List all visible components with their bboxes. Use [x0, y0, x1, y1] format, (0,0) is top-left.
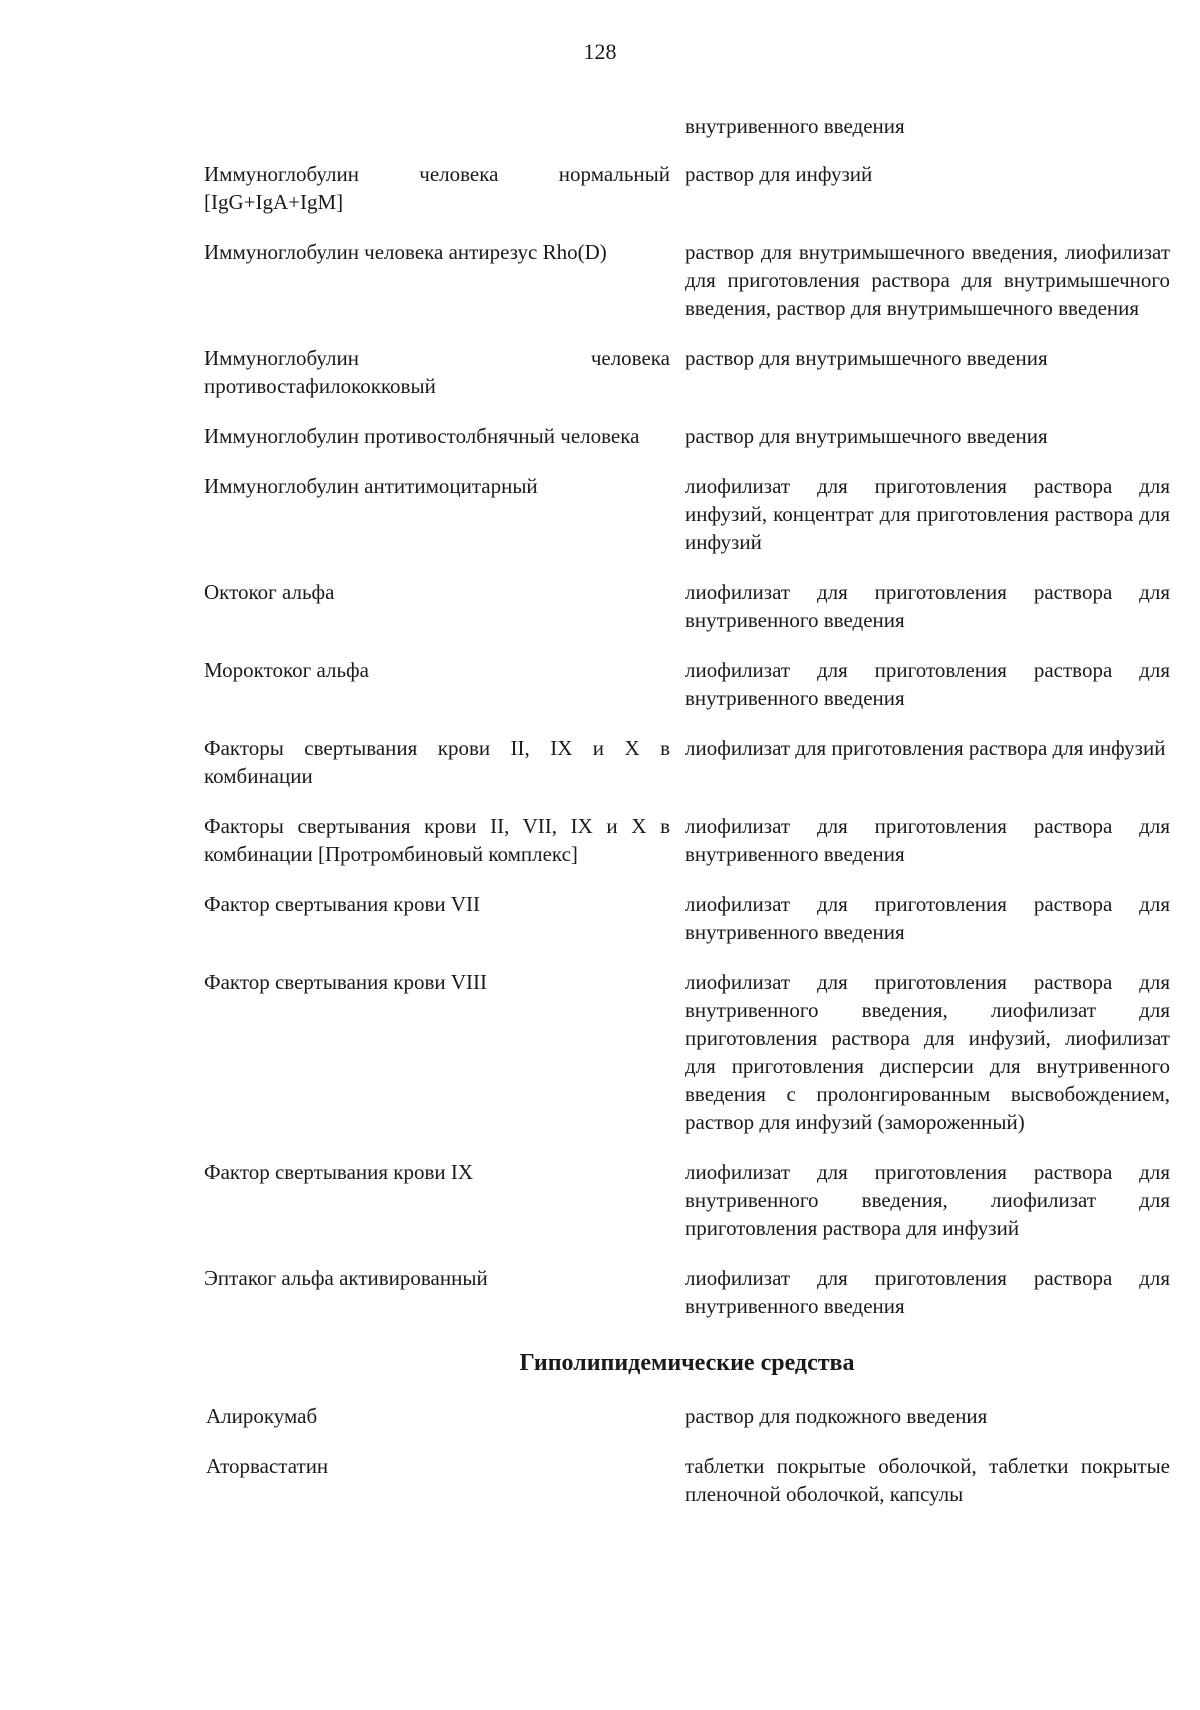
table-row — [204, 812, 1170, 868]
drug-name: Иммуноглобулин человека противостафилококковый — [204, 346, 670, 398]
dosage-form: лиофилизат для приготовления раствора для внутривенного введения — [685, 892, 1170, 944]
drug-name: Факторы свертывания крови II, VII, IX и X в комбинации [Протромбиновый комплекс] — [204, 814, 670, 866]
table-row — [204, 344, 1170, 400]
table-row — [204, 968, 1170, 1136]
dosage-form: лиофилизат для приготовления раствора для внутривенного введения — [685, 580, 1170, 632]
dosage-form: лиофилизат для приготовления раствора для инфузий — [685, 736, 1166, 760]
dosage-form: раствор для внутримышечного введения — [685, 424, 1048, 448]
drug-name: Иммуноглобулин противостолбнячный человека — [204, 424, 640, 448]
table-row — [204, 1402, 1170, 1430]
drug-name: Алирокумаб — [206, 1404, 318, 1428]
dosage-form: раствор для внутримышечного введения, лиофилизат для приготовления раствора для внутримышечного введения, раствор для внутримышечного введения — [685, 240, 1170, 320]
table-row — [204, 578, 1170, 634]
table-row — [204, 1264, 1170, 1320]
table-row — [204, 472, 1170, 556]
drug-name: Эптаког альфа активированный — [204, 1266, 488, 1290]
drug-name: Иммуноглобулин антитимоцитарный — [204, 474, 538, 498]
table-row — [204, 656, 1170, 712]
table-row — [204, 160, 1170, 216]
dosage-form: лиофилизат для приготовления раствора для внутривенного введения — [685, 814, 1170, 866]
drug-name: Иммуноглобулин человека антирезус Rho(D) — [204, 240, 607, 264]
dosage-form: таблетки покрытые оболочкой, таблетки покрытые пленочной оболочкой, капсулы — [685, 1454, 1170, 1506]
continuation-text: внутривенного введения — [685, 114, 905, 138]
dosage-form: лиофилизат для приготовления раствора для инфузий, концентрат для приготовления раствора для инфузий — [685, 474, 1170, 554]
drug-name: Факторы свертывания крови II, IX и X в комбинации — [204, 736, 670, 788]
dosage-form: лиофилизат для приготовления раствора для внутривенного введения, лиофилизат для приготовления раствора для инфузий — [685, 1160, 1170, 1240]
table-row — [204, 1452, 1170, 1508]
section-title: Гиполипидемические средства — [519, 1350, 855, 1376]
drug-name: Фактор свертывания крови IX — [204, 1160, 474, 1184]
drug-table-lipid — [204, 1402, 1170, 1508]
dosage-form: лиофилизат для приготовления раствора для внутривенного введения, лиофилизат для приготовления раствора для инфузий, лиофилизат для приготовления дисперсии для внутривенного введения с пролонгированным высвобождением, раствор для инфузий (замороженный) — [685, 970, 1170, 1134]
dosage-form: лиофилизат для приготовления раствора для внутривенного введения — [685, 1266, 1170, 1318]
drug-name: Аторвастатин — [206, 1454, 329, 1478]
drug-name: Фактор свертывания крови VIII — [204, 970, 488, 994]
dosage-form: раствор для внутримышечного введения — [685, 346, 1048, 370]
drug-name: Иммуноглобулин человека нормальный [IgG+IgA+IgM] — [204, 162, 670, 214]
dosage-form: раствор для инфузий — [685, 162, 873, 186]
table-row — [204, 734, 1170, 790]
drug-table — [204, 160, 1170, 1530]
table-row — [204, 1158, 1170, 1242]
table-row — [204, 238, 1170, 322]
table-row — [204, 890, 1170, 946]
table-row — [204, 422, 1170, 450]
drug-name: Октоког альфа — [204, 580, 335, 604]
dosage-form: раствор для подкожного введения — [685, 1404, 988, 1428]
dosage-form: лиофилизат для приготовления раствора для внутривенного введения — [685, 658, 1170, 710]
drug-name: Фактор свертывания крови VII — [204, 892, 481, 916]
drug-name: Мороктоког альфа — [204, 658, 369, 682]
page-number: 128 — [583, 39, 617, 64]
